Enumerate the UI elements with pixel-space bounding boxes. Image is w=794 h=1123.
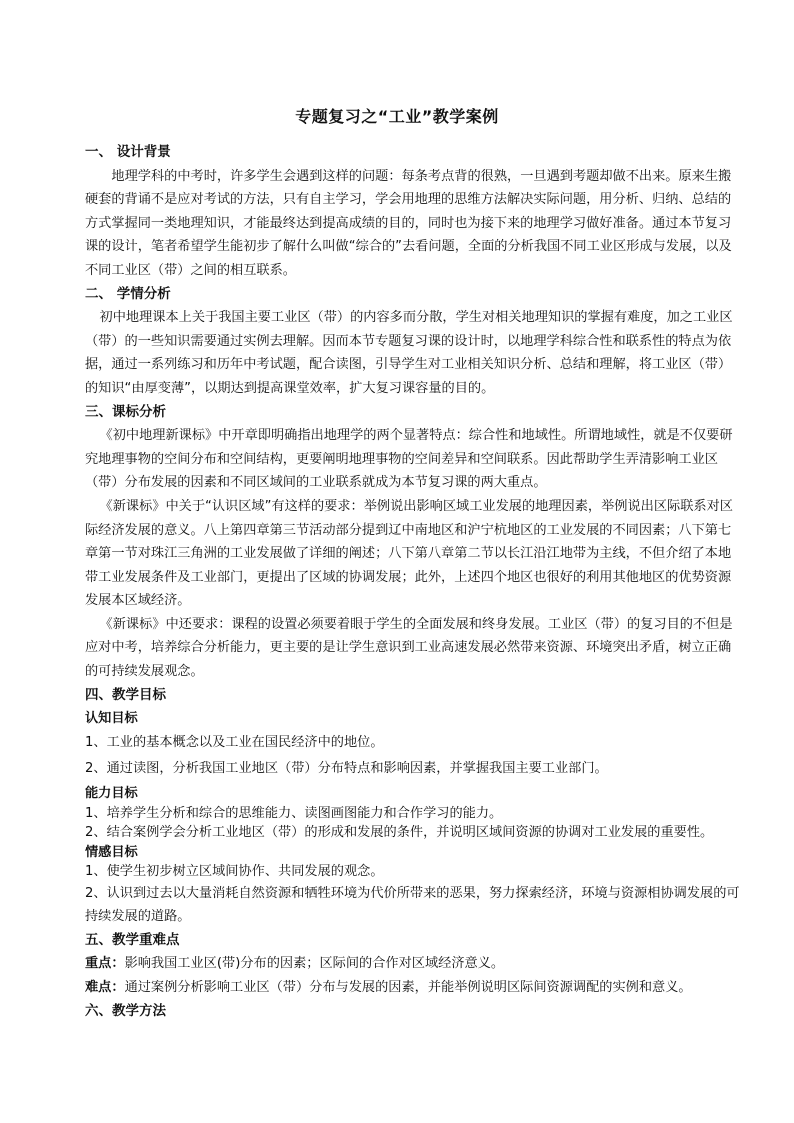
key-point-line — [85, 952, 740, 976]
difficult-point-line — [85, 976, 740, 1000]
section-heading-teaching-methods: 六、教学方法 — [85, 1002, 166, 1019]
subheading-ability-goals: 能力目标 — [85, 786, 138, 802]
paragraph: 初中地理课本上关于我国主要工业区（带）的内容多而分散，学生对相关地理知识的掌握有难度，加之工业区（带）的一些知识需要通过实例去理解。因而本节专题复习课的设计时，以地理学科综合性和联系性的特点为依据，通过一系列练习和历年中考试题，配合读图，引导学生对工业相关知识分析、总结和理解，将工业区（带）的知识“由厚变薄”，以期达到提高课堂效率，扩大复习课容量的目的。 — [85, 310, 733, 396]
list-item: 2、通过读图，分析我国工业地区（带）分布特点和影响因素，并掌握我国主要工业部门。 — [85, 761, 608, 777]
paragraph: 《新课标》中还要求：课程的设置必须要着眼于学生的全面发展和终身发展。工业区（带）的复习目的不但是应对中考，培养综合分析能力，更主要的是让学生意识到工业高速发展必然带来资源、环境突出矛盾，树立正确的可持续发展观念。 — [85, 616, 733, 680]
subheading-cognitive-goals: 认知目标 — [85, 711, 138, 727]
list-item: 1、培养学生分析和综合的思维能力、读图画图能力和合作学习的能力。 — [85, 805, 503, 821]
document-body — [85, 141, 740, 1023]
document-title: 专题复习之“工业”教学案例 — [295, 107, 499, 126]
paragraph: 地理学科的中考时，许多学生会遇到这样的问题：每条考点背的很熟，一旦遇到考题却做不出来。原来生搬硬套的背诵不是应对考试的方法，只有自主学习，学会用地理的思维方法解决实际问题，用分析、归纳、总结的方式掌握同一类地理知识，才能最终达到提高成绩的目的，同时也为接下来的地理学习做好准备。通过本节复习课的设计，笔者希望学生能初步了解什么叫做“综合的”去看问题，全面的分析我国不同工业区形成与发展，以及不同工业区（带）之间的相互联系。 — [85, 168, 732, 278]
section-heading-student-analysis: 二、 学情分析 — [85, 285, 171, 302]
difficult-point-text: 通过案例分析影响工业区（带）分布与发展的因素，并能举例说明区际间资源调配的实例和意义。 — [124, 979, 692, 995]
section-heading-teaching-goals: 四、教学目标 — [85, 686, 166, 703]
paragraph: 《初中地理新课标》中开章即明确指出地理学的两个显著特点：综合性和地域性。所谓地域性，就是不仅要研究地理事物的空间分布和空间结构，更要阐明地理事物的空间差异和空间联系。因此帮助学生弄清影响工业区（带）分布发展的因素和不同区域间的工业联系就成为本节复习课的两大重点。 — [85, 428, 733, 491]
key-point-text: 影响我国工业区(带)分布的因素；区际间的合作对区域经济意义。 — [124, 956, 505, 972]
section-heading-curriculum-analysis: 三、课标分析 — [85, 403, 166, 420]
list-item: 2、认识到过去以大量消耗自然资源和牺牲环境为代价所带来的恶果，努力探索经济，环境与资源相协调发展的可持续发展的道路。 — [85, 885, 740, 925]
difficult-point-label: 难点： — [85, 979, 125, 995]
paragraph: 《新课标》中关于“认识区域”有这样的要求：举例说出影响区域工业发展的地理因素，举例说出区际联系对区际经济发展的意义。八上第四章第三节活动部分提到辽中南地区和沪宁杭地区的工业发展的不同因素；八下第七章第一节对珠江三角洲的工业发展做了详细的阐述；八下第八章第二节以长江沿江地带为主线，不但介绍了本地带工业发展条件及工业部门，更提出了区域的协调发展；此外，上述四个地区也很好的利用其他地区的优势资源发展本区域经济。 — [85, 498, 733, 609]
list-item: 1、使学生初步树立区域间协作、共同发展的观念。 — [85, 864, 384, 880]
section-heading-key-points: 五、教学重难点 — [85, 931, 180, 948]
subheading-emotional-goals: 情感目标 — [85, 844, 138, 860]
key-point-label: 重点： — [85, 956, 125, 972]
section-heading-design-background: 一、 设计背景 — [85, 144, 171, 160]
list-item: 1、工业的基本概念以及工业在国民经济中的地位。 — [85, 734, 384, 750]
list-item: 2、结合案例学会分析工业地区（带）的形成和发展的条件，并说明区域间资源的协调对工业发展的重要性。 — [85, 825, 714, 841]
